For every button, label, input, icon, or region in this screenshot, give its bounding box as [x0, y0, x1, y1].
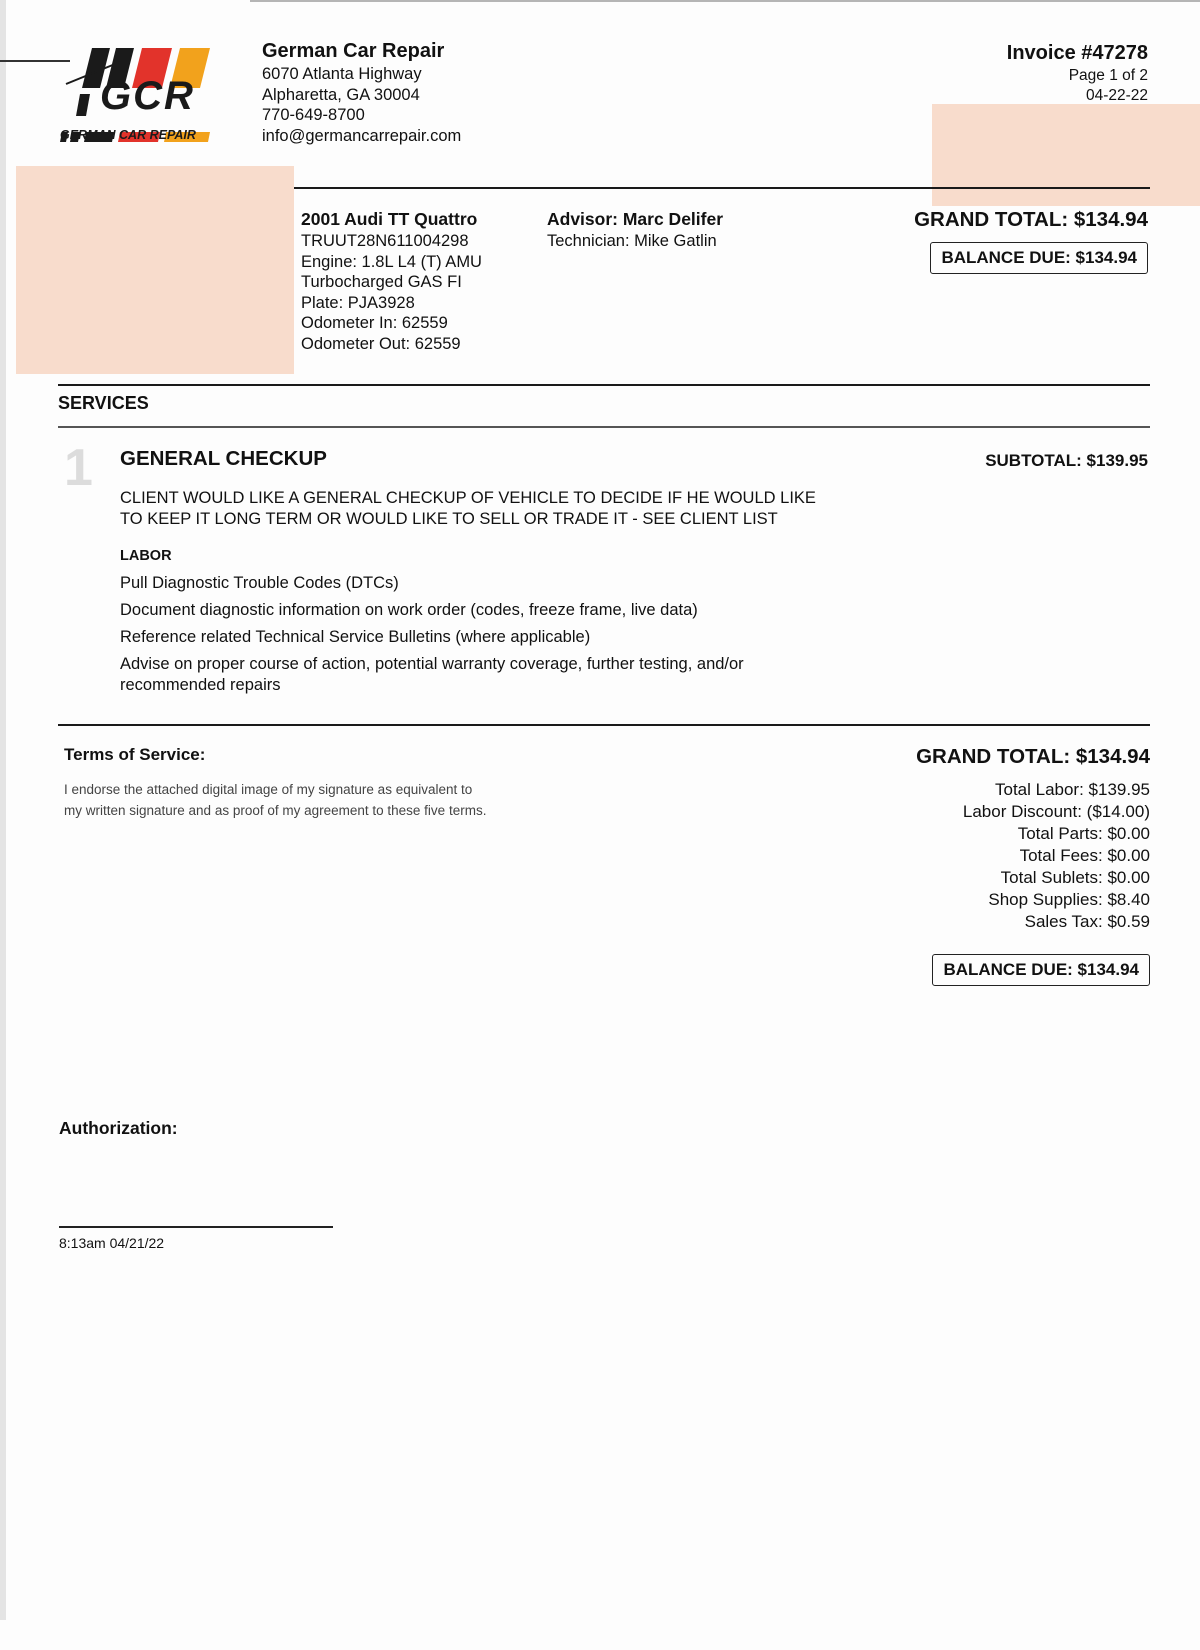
- labor-heading: LABOR: [120, 548, 172, 564]
- shop-email[interactable]: info@germancarrepair.com: [262, 126, 462, 145]
- services-heading: SERVICES: [58, 393, 149, 413]
- scan-edge-left: [0, 0, 6, 1620]
- vehicle-engine: Engine: 1.8L L4 (T) AMU: [301, 252, 482, 271]
- terms-heading: Terms of Service:: [64, 745, 206, 764]
- services-bottom-divider: [58, 426, 1150, 428]
- labor-item: Pull Diagnostic Trouble Codes (DTCs): [120, 574, 399, 592]
- shop-logo: [60, 44, 230, 149]
- services-top-divider: [58, 384, 1150, 386]
- vehicle-plate: Plate: PJA3928: [301, 293, 415, 312]
- vehicle-info: [301, 208, 482, 354]
- vehicle-fuel: Turbocharged GAS FI: [301, 273, 462, 291]
- signature-line: [59, 1226, 333, 1228]
- labor-item: Document diagnostic information on work order (codes, freeze frame, live data): [120, 601, 698, 619]
- odometer-in: Odometer In: 62559: [301, 314, 448, 332]
- total-parts: Total Parts: $0.00: [1017, 824, 1150, 843]
- redacted-address-patch: [932, 104, 1200, 206]
- logo-caption: GERMAN CAR REPAIR: [60, 128, 196, 142]
- sales-tax: Sales Tax: $0.59: [1024, 912, 1150, 931]
- summary-balance-due: BALANCE DUE: $134.94: [932, 954, 1150, 986]
- invoice-meta: [1007, 40, 1148, 106]
- shop-info: [262, 38, 461, 146]
- service-subtotal: SUBTOTAL: $139.95: [985, 451, 1148, 470]
- technician-name: Technician: Mike Gatlin: [547, 232, 717, 250]
- terms-line1: I endorse the attached digital image of my signature as equivalent to: [64, 782, 473, 797]
- service-description-line2: TO KEEP IT LONG TERM OR WOULD LIKE TO SELL OR TRADE IT - SEE CLIENT LIST: [120, 510, 778, 528]
- header-balance-due: BALANCE DUE: $134.94: [930, 242, 1148, 274]
- total-sublets: Total Sublets: $0.00: [1000, 868, 1150, 887]
- invoice-date: 04-22-22: [1085, 87, 1148, 104]
- summary-rows: [963, 779, 1150, 933]
- shop-phone: 770-649-8700: [262, 106, 365, 124]
- services-end-divider: [58, 724, 1150, 726]
- odometer-out: Odometer Out: 62559: [301, 334, 461, 353]
- labor-item: Advise on proper course of action, potential warranty coverage, further testing, and/or: [120, 655, 744, 673]
- terms-text: [64, 779, 486, 821]
- total-labor: Total Labor: $139.95: [994, 780, 1150, 799]
- summary-grand-total: GRAND TOTAL: $134.94: [916, 745, 1150, 768]
- labor-list: [120, 573, 744, 696]
- labor-discount: Labor Discount: ($14.00): [962, 802, 1150, 821]
- shop-address-line2: Alpharetta, GA 30004: [262, 85, 420, 104]
- labor-item-continued: recommended repairs: [120, 676, 281, 694]
- header-divider: [294, 187, 1150, 189]
- advisor-name: Advisor: Marc Delifer: [547, 209, 724, 229]
- service-title: GENERAL CHECKUP: [120, 447, 327, 470]
- authorization-timestamp: 8:13am 04/21/22: [59, 1235, 165, 1251]
- service-description-line1: CLIENT WOULD LIKE A GENERAL CHECKUP OF VEHICLE TO DECIDE IF HE WOULD LIKE: [120, 489, 816, 507]
- service-number: 1: [64, 439, 93, 497]
- terms-line2: my written signature and as proof of my agreement to these five terms.: [64, 803, 487, 818]
- shop-supplies: Shop Supplies: $8.40: [988, 890, 1150, 909]
- total-fees: Total Fees: $0.00: [1019, 846, 1150, 865]
- scan-edge-top: [250, 0, 1200, 2]
- labor-item: Reference related Technical Service Bulletins (where applicable): [120, 628, 591, 646]
- invoice-page: Page 1 of 2: [1068, 67, 1148, 84]
- vehicle-vin: TRUUT28N611004298: [301, 232, 469, 250]
- service-description: [120, 488, 816, 530]
- header-grand-total: GRAND TOTAL: $134.94: [914, 208, 1148, 231]
- authorization-heading: Authorization:: [59, 1118, 178, 1138]
- logo-mark-text: GCR: [100, 74, 195, 118]
- redacted-customer-patch: [16, 166, 294, 374]
- invoice-number: Invoice #47278: [1006, 42, 1148, 64]
- vehicle-title: 2001 Audi TT Quattro: [301, 209, 478, 229]
- shop-name: German Car Repair: [262, 40, 445, 62]
- staff-info: [547, 208, 723, 252]
- shop-address-line1: 6070 Atlanta Highway: [262, 65, 422, 83]
